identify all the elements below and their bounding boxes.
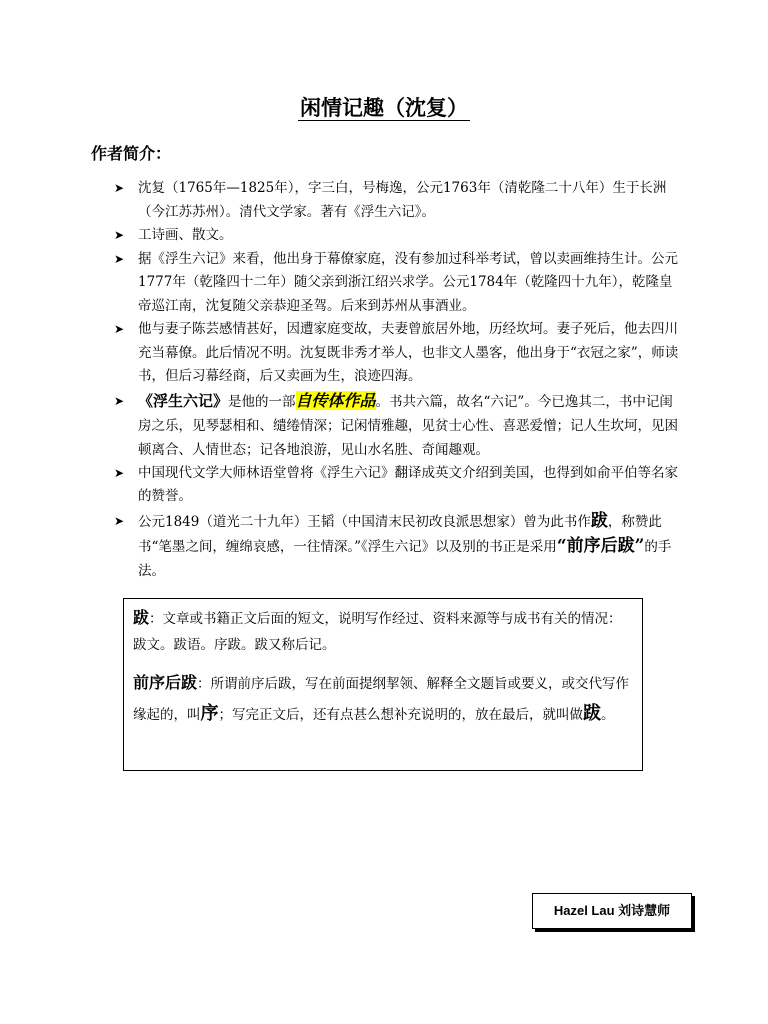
xu-character: 序	[200, 703, 219, 724]
book-title-bold: 《浮生六记》	[138, 391, 229, 410]
preface-postscript-term: “前序后跋”	[556, 535, 645, 556]
definition-preface-postscript	[133, 668, 633, 730]
ba-character: 跋	[583, 703, 601, 724]
author-signature-box: Hazel Lau 刘诗慧师	[532, 893, 692, 929]
section-heading-author-intro: 作者简介：	[91, 144, 172, 163]
bullet-text: 公元1849（道光二十九年）王韬（中国清末民初改良派思想家）曾为此书作	[138, 513, 591, 530]
bullet-text: ，称赞此书“笔墨之间，缠绵哀感，一往情深。”《浮生六记》以及别的书正是采用	[138, 513, 662, 555]
bullet-text: 工诗画、散文。	[138, 227, 233, 243]
arrow-bullet-icon: ➤	[114, 393, 125, 408]
definition-text: ；写完正文后，还有点甚么想补充说明的，放在最后，就叫做	[218, 707, 583, 723]
definition-ba	[133, 605, 633, 658]
arrow-bullet-icon: ➤	[114, 322, 125, 336]
list-item	[114, 177, 684, 224]
list-item	[114, 462, 684, 509]
bullet-text: 。书共六篇，故名“六记”。今已逸其二，书中记闺房之乐，见琴瑟相和、缱绻情深；记闲情雅趣，见贫士心性、喜恶爱憎；记人生坎坷，见困顿离合、人情世态；记各地浪游，见山水名胜、奇闻趣观。	[138, 393, 678, 458]
list-item	[114, 318, 684, 389]
term-ba: 跋	[133, 608, 150, 627]
list-item	[114, 248, 684, 319]
author-bio-list	[114, 177, 684, 583]
highlighted-autobiography-term: 自传体作品	[295, 390, 376, 410]
bullet-text: 沈复（1765年—1825年），字三白，号梅逸，公元1763年（清乾隆二十八年）生于长洲（今江苏苏州）。清代文学家。著有《浮生六记》。	[138, 180, 667, 220]
definition-text: ：所谓前序后跋，写在前面提纲挈领、解释全文题旨或要义，或交代写作缘起的，叫	[133, 676, 630, 723]
definition-text: 。	[601, 707, 615, 723]
arrow-bullet-icon: ➤	[114, 513, 125, 528]
bullet-text: 据《浮生六记》来看，他出身于幕僚家庭，没有参加过科举考试，曾以卖画维持生计。公元1777年（乾隆四十二年）随父亲到浙江绍兴求学。公元1784年（乾隆四十九年），乾隆皇帝巡江南，沈复随父亲恭迎圣驾。后来到苏州从事酒业。	[138, 250, 678, 314]
term-preface-postscript: 前序后跋	[133, 673, 198, 692]
ba-character-bold: 跋	[590, 510, 608, 531]
arrow-bullet-icon: ➤	[114, 228, 125, 242]
bullet-text: 中国现代文学大师林语堂曾将《浮生六记》翻译成英文介绍到美国，也得到如俞平伯等名家的赞誉。	[138, 464, 678, 504]
bullet-text: 他与妻子陈芸感情甚好，因遭家庭变故，夫妻曾旅居外地，历经坎坷。妻子死后，他去四川充当幕僚。此后情况不明。沈复既非秀才举人，也非文人墨客，他出身于“衣冠之家”，师读书，但后习幕经商，后又卖画为生，浪迹四海。	[138, 321, 679, 384]
arrow-bullet-icon: ➤	[114, 465, 125, 480]
arrow-bullet-icon: ➤	[114, 251, 125, 266]
list-item	[114, 224, 684, 248]
bullet-text: 是他的一部	[228, 393, 296, 410]
bullet-text: 的手法。	[138, 538, 672, 579]
definition-text: ：文章或书籍正文后面的短文，说明写作经过、资料来源等与成书有关的情况：跋文。跋语。序跋。跋又称后记。	[133, 611, 622, 653]
page-title-text: 闲情记趣（沈复）	[300, 95, 468, 120]
list-item	[114, 509, 684, 583]
page-title	[0, 93, 768, 123]
definition-box	[123, 598, 643, 771]
arrow-bullet-icon: ➤	[114, 181, 125, 195]
list-item	[114, 389, 684, 462]
